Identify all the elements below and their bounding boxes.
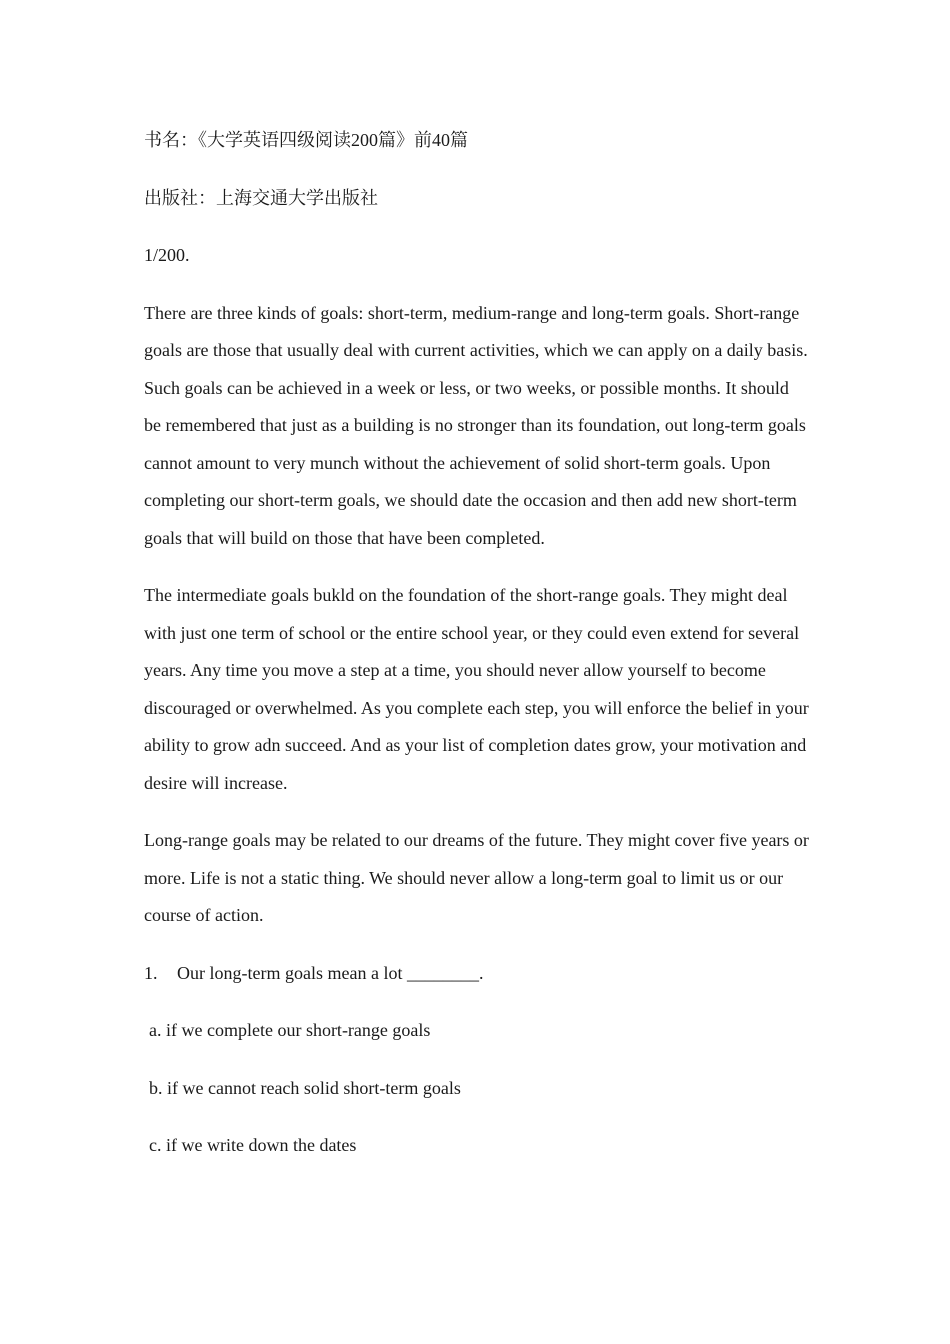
answer-option-c: c. if we write down the dates — [149, 1135, 357, 1155]
question-1 — [144, 955, 810, 993]
answer-option-b: b. if we cannot reach solid short-term goals — [149, 1077, 461, 1098]
book-title-line: 书名：《大学英语四级阅读200篇》前40篇 — [144, 130, 468, 150]
question-text: Our long-term goals mean a lot ________. — [177, 962, 484, 983]
document-body — [144, 122, 810, 1185]
passage-paragraph-3: Long-range goals may be related to our dreams of the future. They might cover five years or more. Life is not a static thing. We should never allow a long-term goal to limit us or our course of action. — [144, 830, 809, 925]
passage-paragraph-1: There are three kinds of goals: short-term, medium-range and long-term goals. Short-range goals are those that usually deal with current activities, which we can apply on a daily basis. Such goals can be achieved in a week or less, or two weeks, or possible months. It should be remembered that just as a building is no stronger than its foundation, out long-term goals cannot amount to very munch without the achievement of solid short-term goals. Upon completing our short-term goals, we should date the occasion and then add new short-term goals that will build on those that have been completed. — [144, 302, 808, 548]
question-number: 1. — [144, 962, 158, 983]
section-number: 1/200. — [144, 245, 190, 265]
answer-option-a: a. if we complete our short-range goals — [149, 1020, 431, 1040]
publisher-line: 出版社：上海交通大学出版社 — [144, 187, 378, 208]
passage-paragraph-2: The intermediate goals bukld on the foundation of the short-range goals. They might deal with just one term of school or the entire school year, or they could even extend for several years. Any time you move a step at a time, you should never allow yourself to become discouraged or overwhelmed. As you complete each step, you will enforce the belief in your ability to grow adn succeed. And as your list of completion dates grow, your motivation and desire will increase. — [144, 585, 809, 793]
